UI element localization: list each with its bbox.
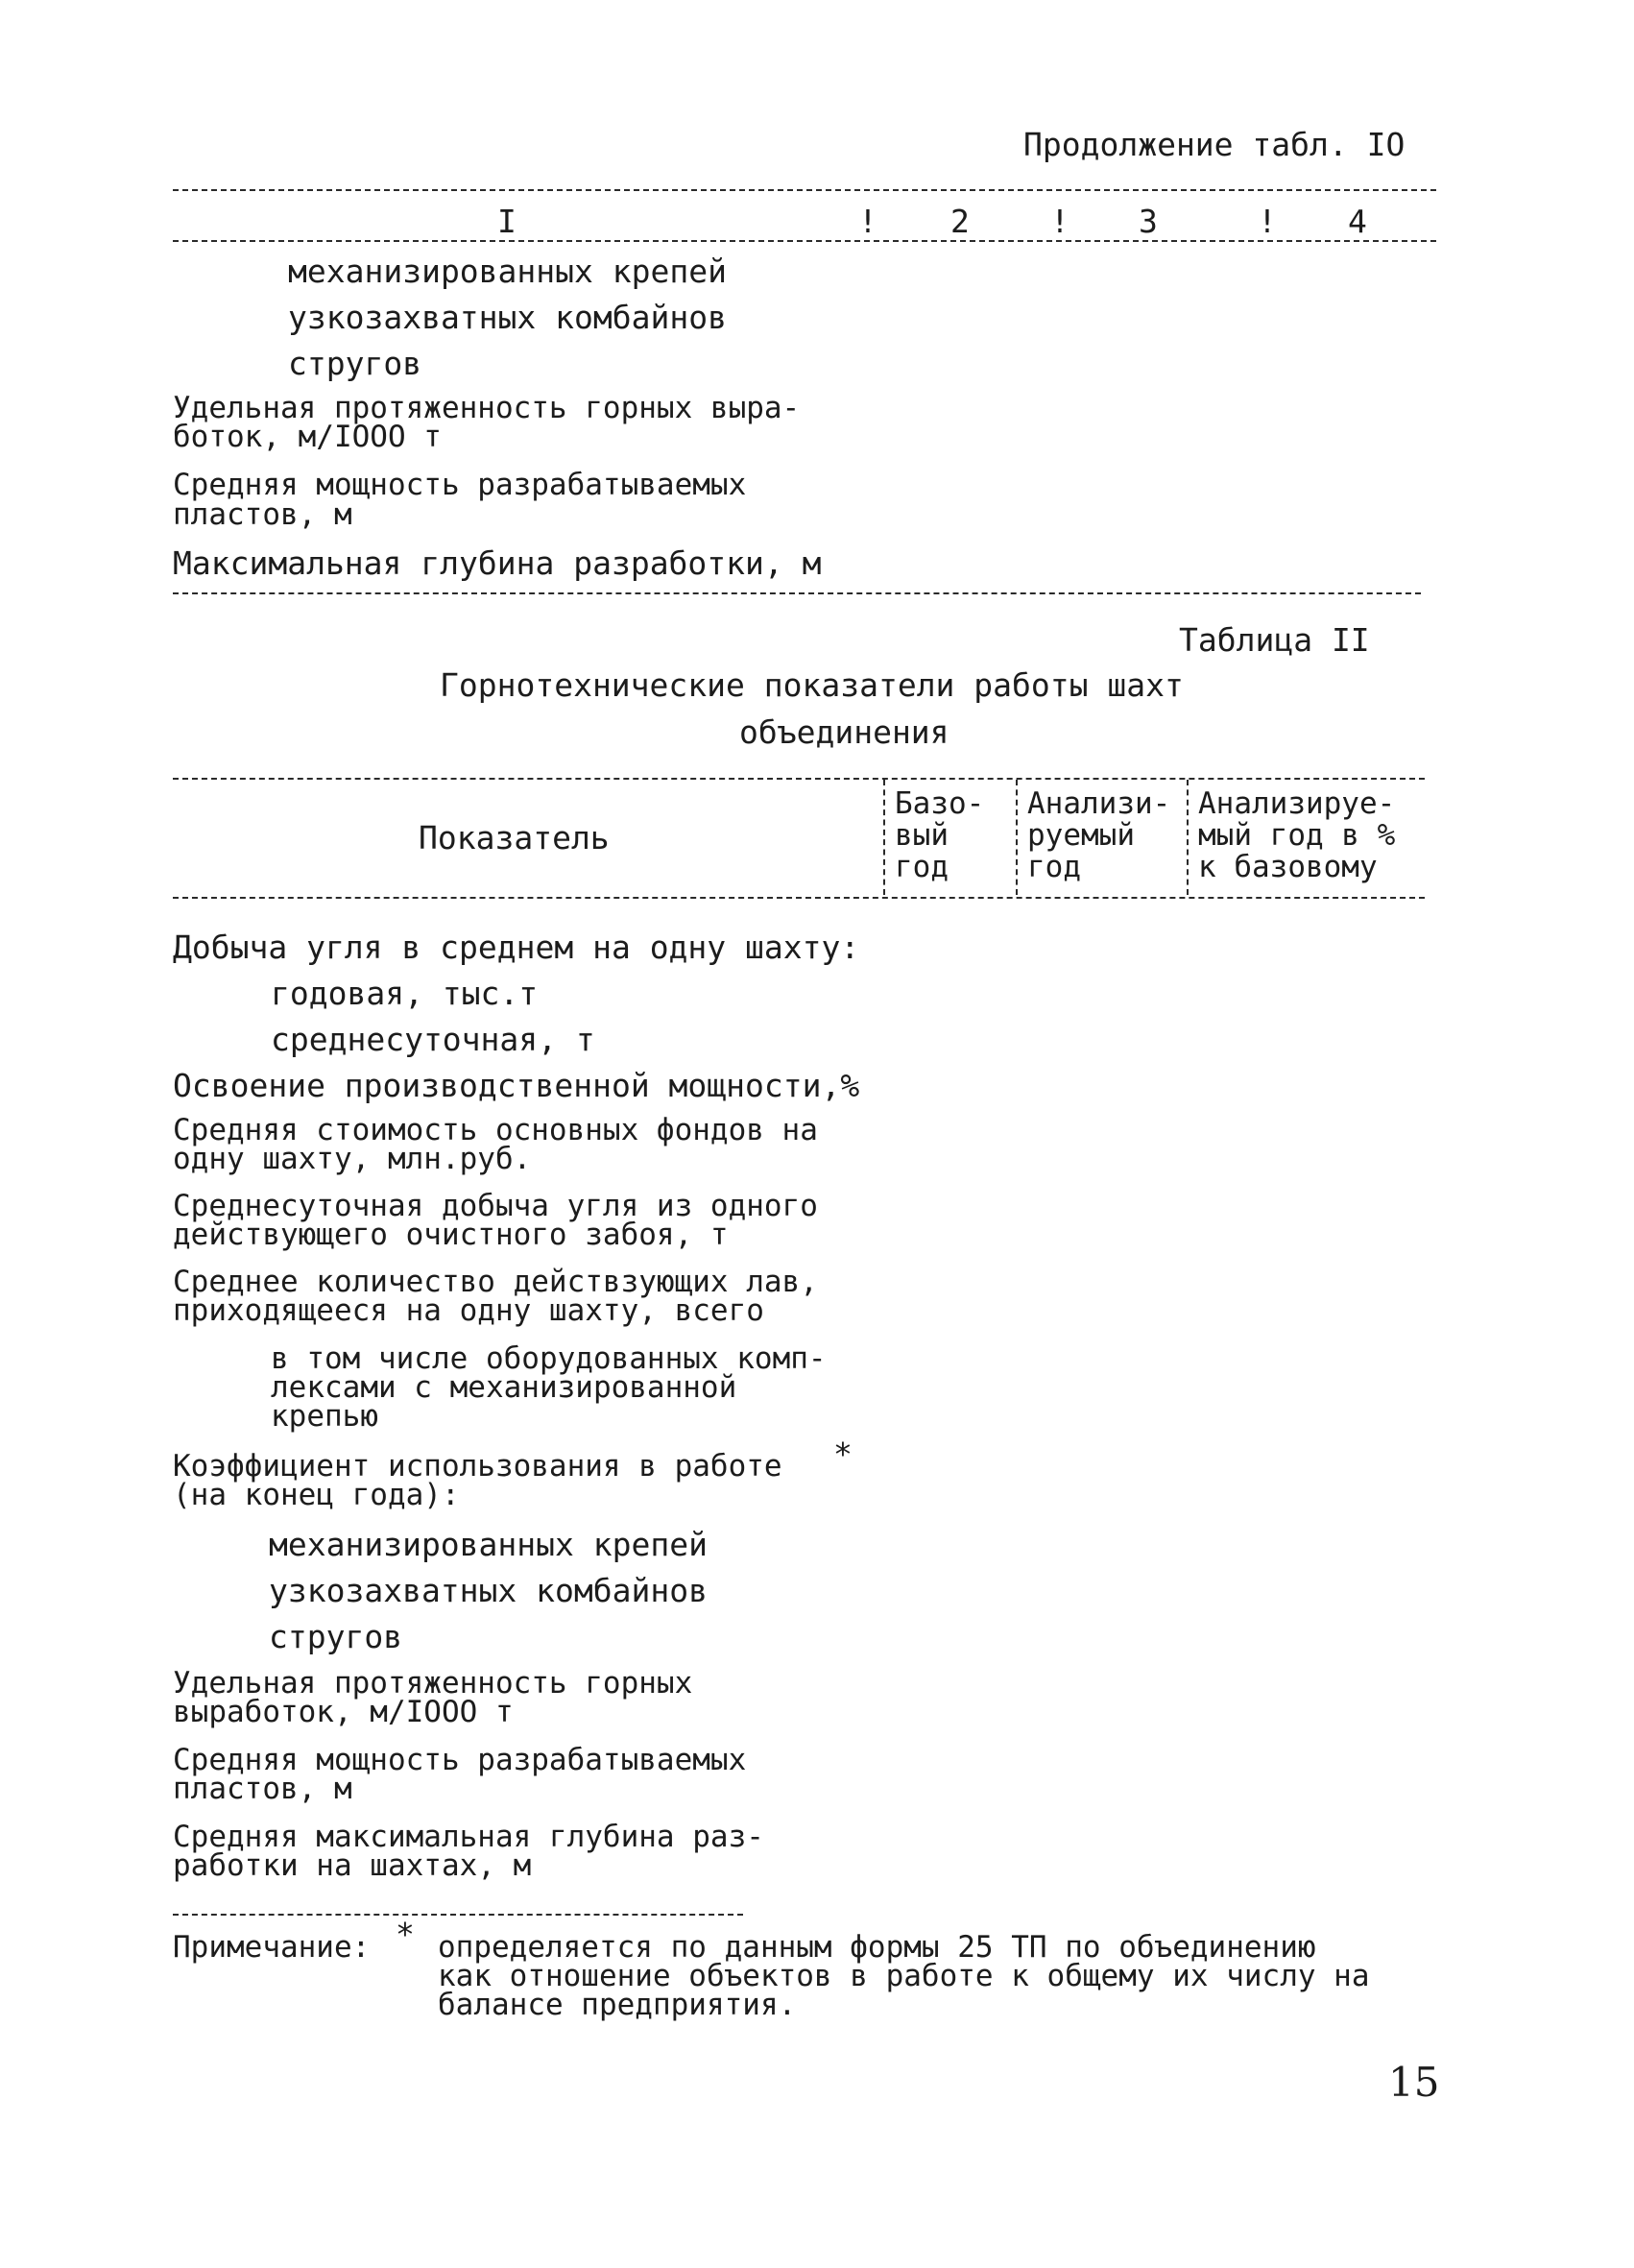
table10-row: Максимальная глубина разработки, м bbox=[173, 544, 822, 582]
table11-title-line2: объединения bbox=[739, 713, 949, 751]
header-analyzed-year: руемый bbox=[1027, 818, 1135, 853]
table11-top-rule bbox=[173, 778, 1425, 780]
continuation-label: Продолжение табл. IO bbox=[1023, 126, 1406, 163]
note-line: как отношение объектов в работе к общему их числу на bbox=[438, 1959, 1370, 1993]
table10-row: узкозахватных комбайнов bbox=[288, 299, 727, 336]
table11-row: Удельная протяженность горных bbox=[173, 1666, 693, 1701]
table11-col-divider-1 bbox=[883, 780, 885, 895]
table11-header-rule bbox=[173, 897, 1425, 899]
table10-colsep-3: ! bbox=[1258, 203, 1277, 240]
table11-row: работки на шахтах, м bbox=[173, 1848, 532, 1883]
table11-row: Освоение производственной мощности,% bbox=[173, 1067, 860, 1104]
table11-row: действующего очистного забоя, т bbox=[173, 1218, 729, 1252]
table10-row: Средняя мощность разрабатываемых bbox=[173, 468, 747, 502]
note-line: балансе предприятия. bbox=[438, 1988, 797, 2022]
table10-row: пластов, м bbox=[173, 497, 352, 532]
table11-row: в том числе оборудованных комп- bbox=[271, 1341, 827, 1376]
table10-colnum-4: 4 bbox=[1348, 203, 1367, 240]
table11-row: пластов, м bbox=[173, 1772, 352, 1806]
table11-row: лексами с механизированной bbox=[271, 1370, 737, 1405]
table11-col-divider-3 bbox=[1187, 780, 1189, 895]
page-number: 15 bbox=[1388, 2059, 1440, 2106]
table10-bottom-rule bbox=[173, 592, 1421, 594]
table10-row: Удельная протяженность горных выра- bbox=[173, 391, 801, 425]
table11-row: Среднесуточная добыча угля из одного bbox=[173, 1189, 818, 1223]
table11-row: среднесуточная, т bbox=[271, 1021, 595, 1058]
table11-row: узкозахватных комбайнов bbox=[269, 1572, 708, 1609]
table11-row: выработок, м/IООО т bbox=[173, 1695, 514, 1729]
table11-row: приходящееся на одну шахту, всего bbox=[173, 1293, 764, 1328]
table10-row: боток, м/IООО т bbox=[173, 420, 442, 454]
table11-row: Коэффициент использования в работе bbox=[173, 1449, 782, 1484]
table10-header-rule bbox=[173, 240, 1436, 242]
table11-row: одну шахту, млн.руб. bbox=[173, 1142, 532, 1176]
table10-row: механизированных крепей bbox=[288, 253, 727, 290]
table10-top-rule bbox=[173, 189, 1436, 191]
note-separator bbox=[173, 1914, 743, 1916]
header-analyzed-year: год bbox=[1027, 850, 1081, 884]
table11-row: Средняя максимальная глубина раз- bbox=[173, 1820, 764, 1854]
header-base-year: вый bbox=[895, 818, 949, 853]
table10-colnum-2: 2 bbox=[950, 203, 970, 240]
table10-colnum-1: I bbox=[497, 203, 517, 240]
table11-row: Средняя мощность разрабатываемых bbox=[173, 1743, 747, 1777]
table11-row: Средняя стоимость основных фондов на bbox=[173, 1113, 818, 1147]
table11-row: механизированных крепей bbox=[269, 1526, 708, 1563]
header-analyzed-year: Анализи- bbox=[1027, 786, 1171, 821]
header-base-year: год bbox=[895, 850, 949, 884]
table11-row: Добыча угля в среднем на одну шахту: bbox=[173, 929, 860, 966]
asterisk-mark: * bbox=[833, 1436, 853, 1473]
table10-colnum-3: 3 bbox=[1139, 203, 1158, 240]
table11-title: Горнотехнические показатели работы шахт bbox=[440, 666, 1184, 704]
table11-label: Таблица II bbox=[1179, 621, 1370, 659]
table11-row: Среднее количество действзующих лав, bbox=[173, 1265, 818, 1299]
table11-row: (на конец года): bbox=[173, 1478, 460, 1512]
table11-row: годовая, тыс.т bbox=[271, 975, 539, 1012]
table11-row: стругов bbox=[269, 1618, 403, 1655]
note-asterisk: * bbox=[396, 1916, 415, 1953]
table10-colsep-1: ! bbox=[858, 203, 877, 240]
header-percent: Анализируе- bbox=[1198, 786, 1396, 821]
table10-row: стругов bbox=[288, 345, 422, 382]
table10-colsep-2: ! bbox=[1050, 203, 1069, 240]
header-indicator: Показатель bbox=[419, 819, 610, 857]
table11-row: крепью bbox=[271, 1399, 378, 1434]
note-line: определяется по данным формы 25 ТП по объединению bbox=[438, 1930, 1316, 1965]
header-percent: к базовому bbox=[1198, 850, 1378, 884]
header-percent: мый год в % bbox=[1198, 818, 1396, 853]
header-base-year: Базо- bbox=[895, 786, 985, 821]
table11-col-divider-2 bbox=[1016, 780, 1018, 895]
note-label: Примечание: bbox=[173, 1930, 371, 1965]
